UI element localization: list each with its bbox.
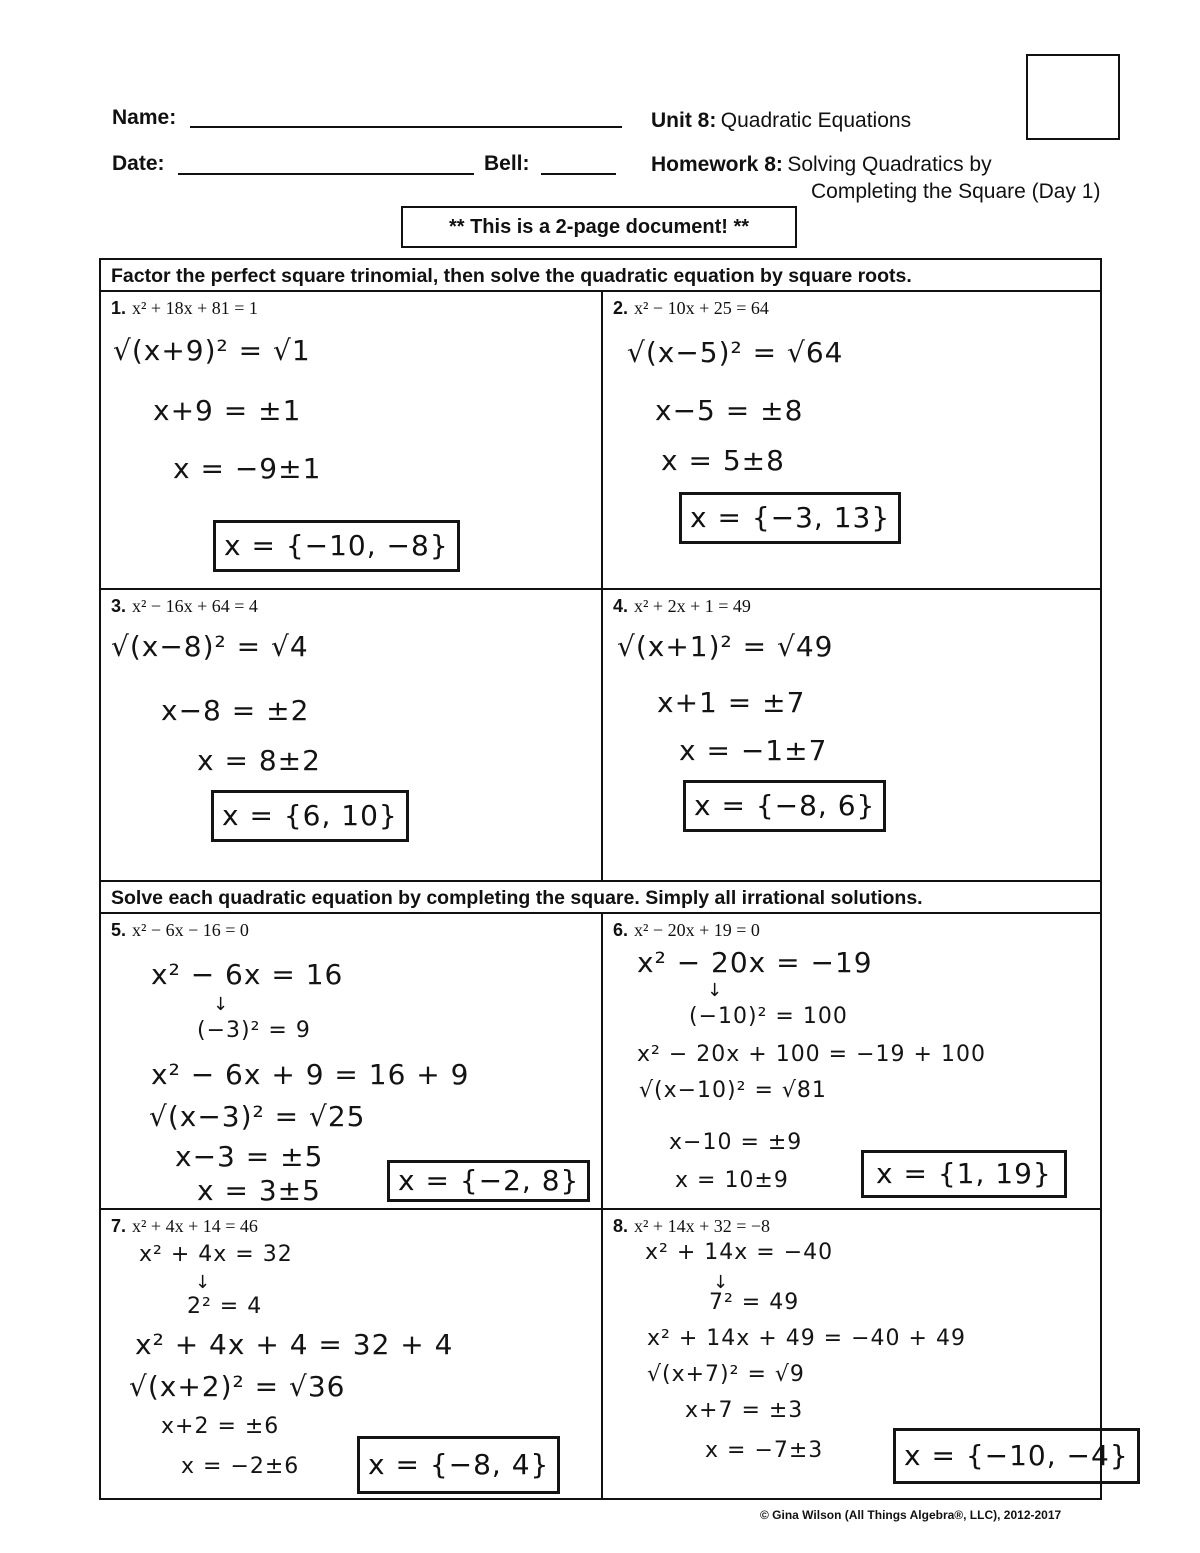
- problem-7: [101, 1210, 601, 1500]
- work-step: x = −9±1: [173, 452, 322, 485]
- work-step: (−3)² = 9: [197, 1018, 311, 1043]
- date-field[interactable]: [178, 173, 474, 175]
- work-step: x² + 14x + 49 = −40 + 49: [647, 1326, 966, 1351]
- work-step: x² − 6x = 16: [151, 958, 344, 991]
- section1-instruction: Factor the perfect square trinomial, then solve the quadratic equation by square roots.: [101, 260, 1100, 292]
- answer-box: x = {−10, −8}: [213, 520, 460, 572]
- unit-label: Unit 8:: [651, 109, 717, 132]
- down-arrow-icon: ↓: [213, 994, 229, 1015]
- answer-box: x = {−8, 4}: [357, 1436, 560, 1494]
- problem-equation: x² + 18x + 81 = 1: [132, 298, 258, 318]
- problem-header: 6. x² − 20x + 19 = 0: [613, 920, 760, 940]
- bell-label: Bell:: [484, 152, 530, 175]
- problem-equation: x² + 4x + 14 = 46: [132, 1216, 258, 1236]
- work-step: x² + 4x = 32: [139, 1242, 293, 1267]
- work-step: x² − 6x + 9 = 16 + 9: [151, 1058, 470, 1091]
- work-step: x−5 = ±8: [655, 394, 804, 427]
- work-step: (−10)² = 100: [689, 1004, 848, 1029]
- problem-3: [101, 590, 601, 880]
- homework-title-line2: Completing the Square (Day 1): [811, 180, 1101, 203]
- name-label: Name:: [112, 106, 177, 129]
- problem-2: [603, 292, 1103, 588]
- unit-heading: [651, 109, 911, 133]
- work-step: x = 8±2: [197, 744, 321, 777]
- problem-header: 3. x² − 16x + 64 = 4: [111, 596, 258, 616]
- down-arrow-icon: ↓: [707, 980, 723, 1001]
- work-step: x = −7±3: [705, 1438, 824, 1463]
- work-step: 7² = 49: [709, 1290, 800, 1315]
- work-step: x−8 = ±2: [161, 694, 310, 727]
- bell-field[interactable]: [541, 173, 616, 175]
- work-step: √(x−3)² = √25: [149, 1100, 366, 1133]
- problem-header: 8. x² + 14x + 32 = −8: [613, 1216, 771, 1236]
- score-box: [1026, 54, 1120, 140]
- problem-header: 2. x² − 10x + 25 = 64: [613, 298, 769, 318]
- work-step: x−10 = ±9: [669, 1130, 803, 1155]
- two-page-note: ** This is a 2-page document! **: [401, 206, 797, 248]
- answer-box: x = {−8, 6}: [683, 780, 886, 832]
- answer-box: x = {−3, 13}: [679, 492, 901, 544]
- problem-header: 4. x² + 2x + 1 = 49: [613, 596, 751, 616]
- problem-header: 5. x² − 6x − 16 = 0: [111, 920, 249, 940]
- work-step: √(x+2)² = √36: [129, 1370, 346, 1403]
- work-step: x = 3±5: [197, 1174, 321, 1207]
- work-step: x+1 = ±7: [657, 686, 806, 719]
- problem-header: 7. x² + 4x + 14 = 46: [111, 1216, 258, 1236]
- work-step: x² − 20x + 100 = −19 + 100: [637, 1042, 986, 1067]
- homework-label: Homework 8:: [651, 153, 783, 176]
- work-step: √(x+9)² = √1: [113, 334, 311, 367]
- work-step: x = 10±9: [675, 1168, 789, 1193]
- down-arrow-icon: ↓: [195, 1272, 211, 1293]
- problem-equation: x² − 16x + 64 = 4: [132, 596, 258, 616]
- problem-4: [603, 590, 1103, 880]
- answer-box: x = {−10, −4}: [893, 1428, 1140, 1484]
- problem-equation: x² − 20x + 19 = 0: [634, 920, 760, 940]
- worksheet: [99, 258, 1129, 1500]
- unit-title: Quadratic Equations: [720, 109, 912, 132]
- problem-1: [101, 292, 601, 588]
- work-step: x+2 = ±6: [161, 1414, 280, 1439]
- problem-header: 1. x² + 18x + 81 = 1: [111, 298, 258, 318]
- section2-instruction: Solve each quadratic equation by completing the square. Simply all irrational solutions.: [101, 882, 1100, 914]
- homework-heading: [651, 153, 992, 177]
- work-step: x = −1±7: [679, 734, 828, 767]
- work-step: x² + 14x = −40: [645, 1240, 834, 1265]
- homework-title-line1: Solving Quadratics by: [787, 153, 992, 176]
- problem-equation: x² − 6x − 16 = 0: [132, 920, 249, 940]
- work-step: x = −2±6: [181, 1454, 300, 1479]
- work-step: √(x+7)² = √9: [647, 1362, 805, 1387]
- down-arrow-icon: ↓: [713, 1272, 729, 1293]
- answer-box: x = {6, 10}: [211, 790, 409, 842]
- work-step: √(x−5)² = √64: [627, 336, 844, 369]
- problem-equation: x² − 10x + 25 = 64: [634, 298, 769, 318]
- work-step: √(x−10)² = √81: [639, 1078, 827, 1103]
- work-step: 2² = 4: [187, 1294, 263, 1319]
- work-step: x = 5±8: [661, 444, 785, 477]
- work-step: x+9 = ±1: [153, 394, 302, 427]
- problem-equation: x² + 2x + 1 = 49: [634, 596, 751, 616]
- work-step: x² + 4x + 4 = 32 + 4: [135, 1328, 454, 1361]
- answer-box: x = {1, 19}: [861, 1150, 1067, 1198]
- problem-5: [101, 914, 601, 1208]
- date-label: Date:: [112, 152, 165, 175]
- work-step: √(x−8)² = √4: [111, 630, 309, 663]
- problem-6: [603, 914, 1103, 1208]
- name-field[interactable]: [190, 126, 622, 128]
- work-step: x−3 = ±5: [175, 1140, 324, 1173]
- work-step: x+7 = ±3: [685, 1398, 804, 1423]
- work-step: √(x+1)² = √49: [617, 630, 834, 663]
- problem-equation: x² + 14x + 32 = −8: [634, 1216, 771, 1236]
- work-step: x² − 20x = −19: [637, 946, 873, 979]
- problem-8: [603, 1210, 1129, 1500]
- answer-box: x = {−2, 8}: [387, 1160, 590, 1202]
- copyright: © Gina Wilson (All Things Algebra®, LLC), 2012-2017: [760, 1508, 1062, 1522]
